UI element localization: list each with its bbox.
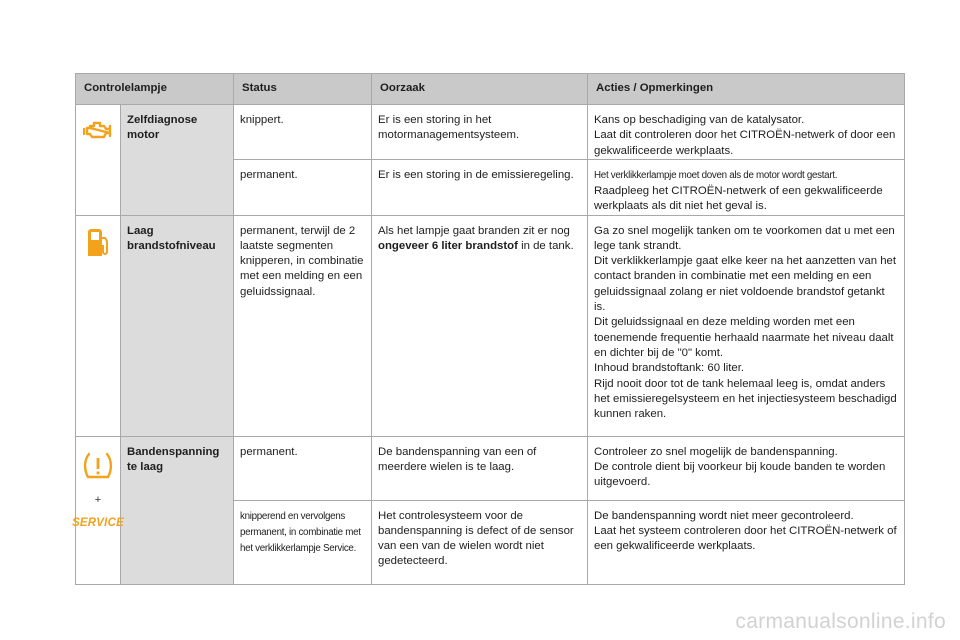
fuel-pump-icon bbox=[86, 228, 110, 258]
action-line: De bandenspanning wordt niet meer gecontroleerd. bbox=[594, 509, 854, 522]
icon-cell bbox=[72, 436, 124, 584]
actions-cell bbox=[588, 500, 905, 584]
table-row bbox=[76, 105, 905, 160]
actions-cell bbox=[588, 160, 905, 216]
status-cell: knipperend en vervolgens permanent, in combinatie met het verklikkerlampje Service. bbox=[234, 500, 372, 584]
lamp-name: Bandenspanning te laag bbox=[121, 436, 234, 584]
table-row bbox=[76, 215, 905, 436]
action-line: Ga zo snel mogelijk tanken om te voorkomen dat u met een lege tank strandt. bbox=[594, 224, 895, 252]
action-line: Inhoud brandstoftank: 60 liter. bbox=[594, 362, 745, 375]
action-line: Dit geluidssignaal en deze melding worden met een toenemende frequentie herhaald naarmate het niveau daalt en dichter bij de "0" komt. bbox=[594, 316, 894, 359]
action-line: Laat dit controleren door het CITROËN-netwerk of door een gekwalificeerde werkplaats. bbox=[594, 129, 896, 157]
icon-cell bbox=[76, 215, 121, 436]
plus-sign: + bbox=[94, 493, 102, 506]
icon-cell bbox=[76, 105, 121, 216]
header-status: Status bbox=[234, 74, 372, 105]
status-cell: permanent. bbox=[234, 436, 372, 500]
watermark: carmanualsonline.info bbox=[735, 610, 946, 633]
action-line: Laat het systeem controleren door het CITROËN-netwerk of een gekwalificeerde werkplaats. bbox=[594, 524, 897, 553]
tyre-pressure-icon bbox=[81, 451, 115, 481]
status-cell: permanent. bbox=[234, 160, 372, 216]
status-cell: permanent, terwijl de 2 laatste segmenten knipperen, in combinatie met een melding en een geluidssignaal. bbox=[234, 215, 372, 436]
action-line: Het verklikkerlampje moet doven als de motor wordt gestart. bbox=[594, 170, 838, 181]
cause-cell: De bandenspanning van een of meerdere wielen is te laag. bbox=[372, 436, 588, 500]
action-line: Raadpleeg het CITROËN-netwerk of een gekwalificeerde werkplaats als dit niet het geval is. bbox=[594, 185, 883, 213]
actions-cell bbox=[588, 436, 905, 500]
header-oorzaak: Oorzaak bbox=[372, 74, 588, 105]
warning-lamps-table bbox=[72, 73, 905, 585]
action-line: Controleer zo snel mogelijk de bandenspanning. bbox=[594, 445, 838, 458]
cause-cell: Er is een storing in het motormanagementsysteem. bbox=[372, 105, 588, 160]
lamp-name: Laag brandstofniveau bbox=[121, 215, 234, 436]
check-engine-icon bbox=[83, 119, 113, 141]
cause-bold: ongeveer 6 liter brandstof bbox=[378, 239, 518, 252]
cause-cell: Er is een storing in de emissieregeling. bbox=[372, 160, 588, 216]
header-acties: Acties / Opmerkingen bbox=[588, 74, 905, 105]
action-line: Rijd nooit door tot de tank helemaal leeg is, omdat anders het emissieregelsysteem en het injectiesysteem beschadigd kunnen raken. bbox=[594, 377, 897, 421]
action-line: Kans op beschadiging van de katalysator. bbox=[594, 114, 805, 126]
cause-cell bbox=[372, 215, 588, 436]
action-line: De controle dient bij voorkeur bij koude banden te worden uitgevoerd. bbox=[594, 460, 886, 489]
cause-suffix: in de tank. bbox=[517, 239, 574, 252]
cause-prefix: Als het lampje gaat branden zit er nog bbox=[378, 224, 570, 237]
table-header-row bbox=[76, 74, 905, 105]
status-cell: knippert. bbox=[234, 105, 372, 160]
service-icon: SERVICE bbox=[72, 516, 124, 529]
action-line: Dit verklikkerlampje gaat elke keer na het aanzetten van het contact branden in combinatie met een melding en een geluidssignaal zolang er niet voldoende brandstof getankt is. bbox=[594, 255, 897, 314]
cause-cell: Het controlesysteem voor de bandenspanning is defect of de sensor van een van de wielen wordt niet gedetecteerd. bbox=[372, 500, 588, 584]
actions-cell bbox=[588, 105, 905, 160]
table-row bbox=[76, 436, 905, 500]
header-controlelampje: Controlelampje bbox=[76, 74, 234, 105]
actions-cell bbox=[588, 215, 905, 436]
lamp-name: Zelfdiagnose motor bbox=[121, 105, 234, 216]
